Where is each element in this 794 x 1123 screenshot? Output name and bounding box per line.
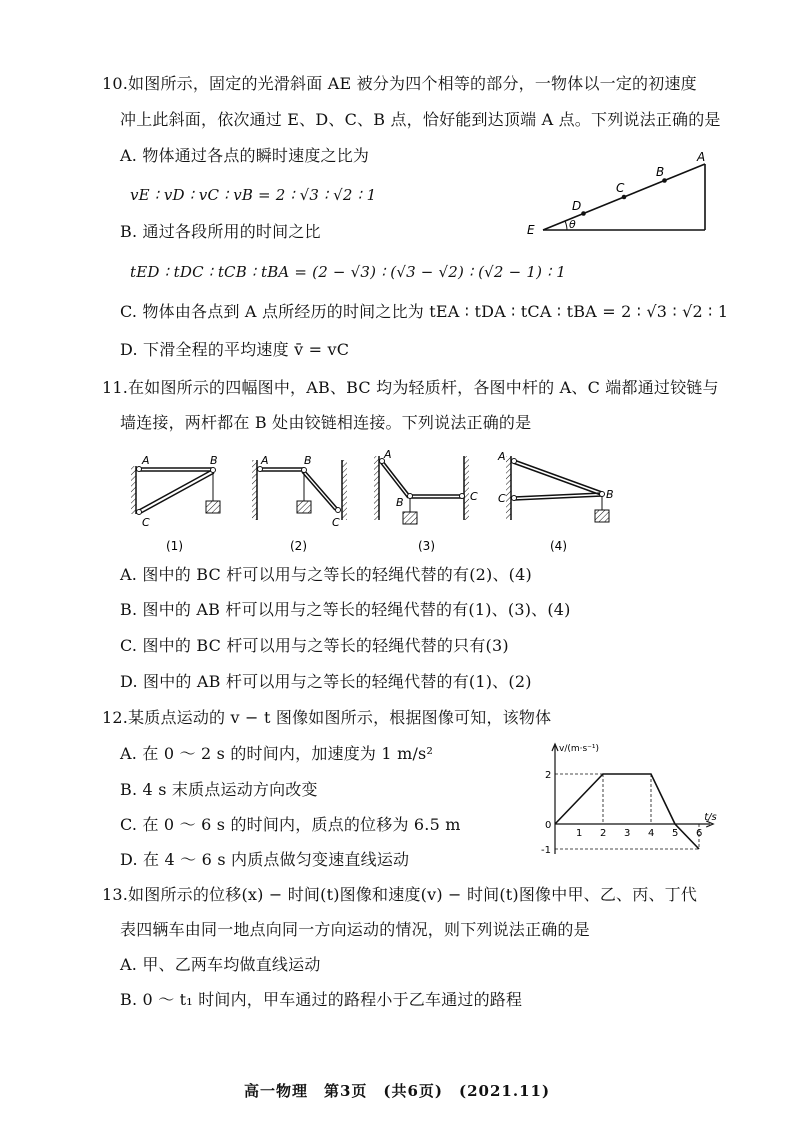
y-tick-label-2: 2	[545, 770, 552, 781]
point-d-dot	[581, 211, 586, 216]
svg-text:B: B	[396, 496, 404, 509]
label-d: D	[572, 199, 582, 213]
caption-3: (3)	[418, 539, 435, 553]
q10-option-c: C. 物体由各点到 A 点所经历的时间之比为 tEA ∶ tDA ∶ tCA ∶ tBA = 2 ∶ √3 ∶ √2 ∶ 1	[120, 302, 729, 321]
y-tick-label-0: 0	[545, 820, 552, 831]
q10-option-d: D. 下滑全程的平均速度 v̄ = vC	[120, 340, 350, 359]
q10-option-a: A. 物体通过各点的瞬时速度之比为	[120, 146, 370, 165]
figure-3	[374, 448, 478, 553]
q11-stem-line1: 11.在如图所示的四幅图中，AB、BC 均为轻质杆，各图中杆的 A、C 端都通过铰链与	[102, 378, 719, 397]
q13-stem-line2: 表四辆车由同一地点向同一方向运动的情况，则下列说法正确的是	[120, 920, 590, 939]
q12-option-a: A. 在 0 ～ 2 s 的时间内，加速度为 1 m/s²	[120, 744, 434, 763]
svg-text:C: C	[142, 516, 150, 529]
q10-incline-figure	[525, 150, 715, 242]
x-tick-label-2: 2	[600, 828, 607, 839]
q11-option-d: D. 图中的 AB 杆可以用与之等长的轻绳代替的有(1)、(2)	[120, 672, 532, 691]
label-a: A	[697, 150, 706, 164]
svg-text:B: B	[606, 488, 614, 501]
label-e: E	[527, 223, 535, 237]
caption-2: (2)	[290, 539, 307, 553]
q12-option-d: D. 在 4 ～ 6 s 内质点做匀变速直线运动	[120, 850, 410, 869]
q11-option-c: C. 图中的 BC 杆可以用与之等长的轻绳代替的只有(3)	[120, 636, 509, 655]
q10-option-b-equation: tED ∶ tDC ∶ tCB ∶ tBA = (2 − √3) ∶ (√3 − √2) ∶ (√2 − 1) ∶ 1	[130, 263, 566, 281]
svg-text:A: A	[261, 454, 269, 467]
label-c: C	[616, 181, 625, 195]
label-theta: θ	[569, 218, 576, 231]
svg-text:B: B	[304, 454, 312, 467]
caption-1: (1)	[166, 539, 183, 553]
q13-option-b: B. 0 ～ t₁ 时间内，甲车通过的路程小于乙车通过的路程	[120, 990, 523, 1009]
q13-option-a: A. 甲、乙两车均做直线运动	[120, 955, 321, 974]
x-tick-label-6: 6	[696, 828, 703, 839]
y-tick-label--1: -1	[541, 845, 551, 856]
q13-stem-line1: 13.如图所示的位移(x) − 时间(t)图像和速度(v) − 时间(t)图像中甲、乙、丙、丁代	[102, 885, 698, 904]
q12-stem: 12.某质点运动的 v − t 图像如图所示，根据图像可知，该物体	[102, 708, 552, 727]
q10-stem-line2: 冲上此斜面，依次通过 E、D、C、B 点，恰好能到达顶端 A 点。下列说法正确的是	[120, 110, 721, 129]
svg-text:B: B	[210, 454, 218, 467]
label-b: B	[656, 165, 665, 179]
x-tick-label-4: 4	[648, 828, 655, 839]
caption-4: (4)	[550, 539, 567, 553]
svg-text:C: C	[332, 516, 340, 529]
q11-figures	[120, 446, 640, 558]
svg-text:A: A	[142, 454, 150, 467]
figure-2	[252, 454, 347, 553]
svg-text:A: A	[498, 450, 506, 463]
x-tick-label-3: 3	[624, 828, 631, 839]
svg-text:C: C	[470, 490, 478, 503]
svg-text:A: A	[384, 448, 392, 461]
q12-vt-chart	[535, 740, 715, 864]
svg-text:C: C	[498, 492, 506, 505]
q11-option-a: A. 图中的 BC 杆可以用与之等长的轻绳代替的有(2)、(4)	[120, 565, 532, 584]
q10-option-b: B. 通过各段所用的时间之比	[120, 222, 321, 241]
theta-arc	[565, 221, 567, 230]
q12-option-b: B. 4 s 末质点运动方向改变	[120, 780, 318, 799]
figure-4	[497, 450, 614, 553]
chart-x-axis-label: t/s	[704, 812, 717, 823]
figure-1	[131, 454, 220, 553]
q10-option-a-equation: vE ∶ vD ∶ vC ∶ vB = 2 ∶ √3 ∶ √2 ∶ 1	[130, 186, 377, 204]
x-tick-label-1: 1	[576, 828, 583, 839]
chart-y-axis-label: v/(m·s⁻¹)	[559, 744, 600, 754]
q12-option-c: C. 在 0 ～ 6 s 的时间内，质点的位移为 6.5 m	[120, 815, 461, 834]
x-tick-label-5: 5	[672, 828, 679, 839]
q10-stem-line1: 10.如图所示，固定的光滑斜面 AE 被分为四个相等的部分，一物体以一定的初速度	[102, 74, 697, 93]
q11-stem-line2: 墙连接，两杆都在 B 处由铰链相连接。下列说法正确的是	[120, 413, 532, 432]
page-footer: 高一物理 第3页 (共6页) (2021.11)	[243, 1082, 551, 1100]
q11-option-b: B. 图中的 AB 杆可以用与之等长的轻绳代替的有(1)、(3)、(4)	[120, 600, 571, 619]
point-c-dot	[622, 195, 627, 200]
